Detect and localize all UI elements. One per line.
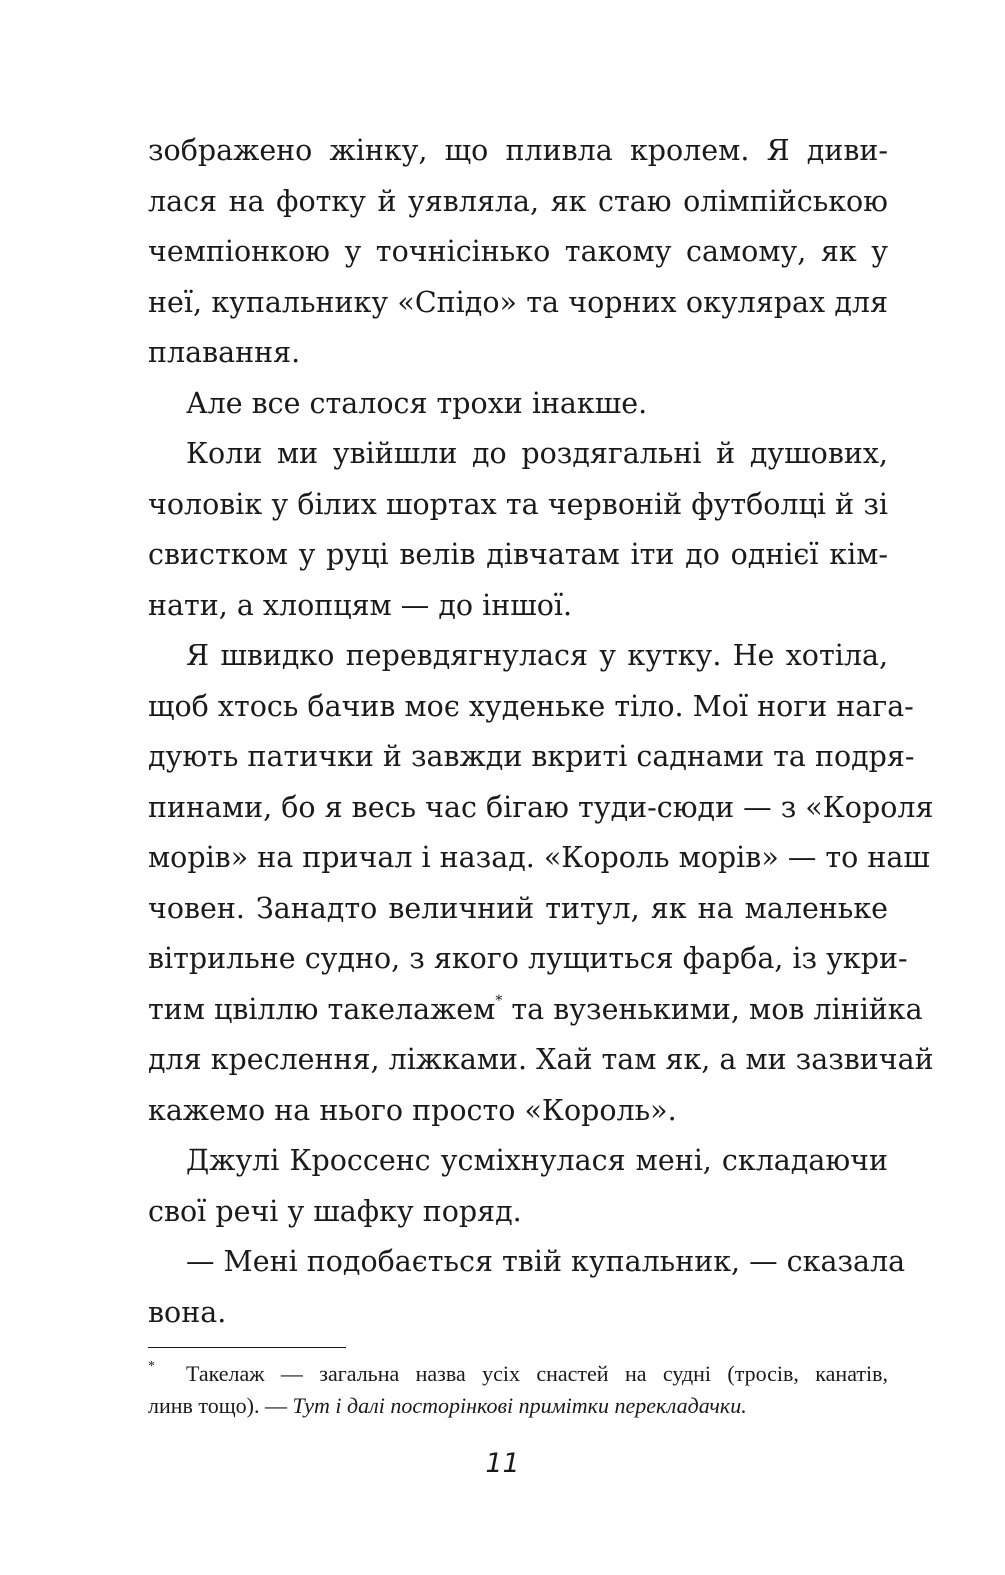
text-line: чемпіонкою у точнісінько такому самому, як у <box>148 235 888 268</box>
footnote-italic-text: Тут і далі посторінкові примітки перекладачки. <box>292 1393 747 1418</box>
text-fragment: та вузенькими, мов лінійка <box>511 992 923 1026</box>
footnote-divider <box>148 1347 346 1348</box>
text-line-with-footnote <box>148 985 923 1036</box>
paragraph-first-line: Джулі Кроссенс усміхнулася мені, складаючи <box>186 1144 888 1177</box>
text-line: плавання. <box>148 336 301 369</box>
text-line: лася на фотку й уявляла, як стаю олімпійською <box>148 184 888 218</box>
dialogue-line: — Мені подобається твій купальник, — сказала <box>186 1245 906 1278</box>
text-line: для креслення, ліжками. Хай там як, а ми зазвичай <box>148 1043 934 1076</box>
text-line: вона. <box>148 1295 227 1329</box>
paragraph-first-line: Коли ми увійшли до роздягальні й душових, <box>186 437 888 470</box>
text-line: неї, купальнику «Спідо» та чорних окулярах для <box>148 285 888 319</box>
text-line: щоб хтось бачив моє худеньке тіло. Мої ноги нага- <box>148 689 914 723</box>
text-line: чоловік у білих шортах та червоній футболці й зі <box>148 487 888 521</box>
text-line: зображено жінку, що пливла кролем. Я диви- <box>148 134 888 167</box>
paragraph-first-line: Я швидко перевдягнулася у кутку. Не хотіла, <box>186 639 888 672</box>
text-line: пинами, бо я весь час бігаю туди-сюди — з «Короля <box>148 790 934 824</box>
text-line: вітрильне судно, з якого лущиться фарба, із укри- <box>148 942 908 975</box>
footnote-text: линв тощо). — <box>148 1393 293 1418</box>
text-line: морів» на причал і назад. «Король морів» — то наш <box>148 841 930 874</box>
paragraph-first-line: Але все сталося трохи інакше. <box>186 386 648 420</box>
body-text <box>148 126 934 1338</box>
text-fragment: тим цвіллю такелажем <box>148 992 496 1026</box>
text-line: човен. Занадто величний титул, як на маленьке <box>148 891 888 925</box>
footnote-reference: * <box>495 992 503 1009</box>
footnote-marker: * <box>148 1359 155 1374</box>
footnote-line: Такелаж — загальна назва усіх снастей на судні (тросів, канатів, <box>186 1361 888 1386</box>
text-line: кажемо на нього просто «Король». <box>148 1093 677 1127</box>
text-line: свистком у руці велів дівчатам іти до однієї кім- <box>148 538 888 571</box>
footnote <box>148 1358 888 1422</box>
text-line: дують патички й завжди вкриті саднами та подря- <box>148 740 915 773</box>
text-line: свої речі у шафку поряд. <box>148 1194 522 1228</box>
text-line: нати, а хлопцям — до іншої. <box>148 588 573 622</box>
page-number: 11 <box>485 1448 520 1479</box>
footnote-line <box>148 1390 888 1422</box>
